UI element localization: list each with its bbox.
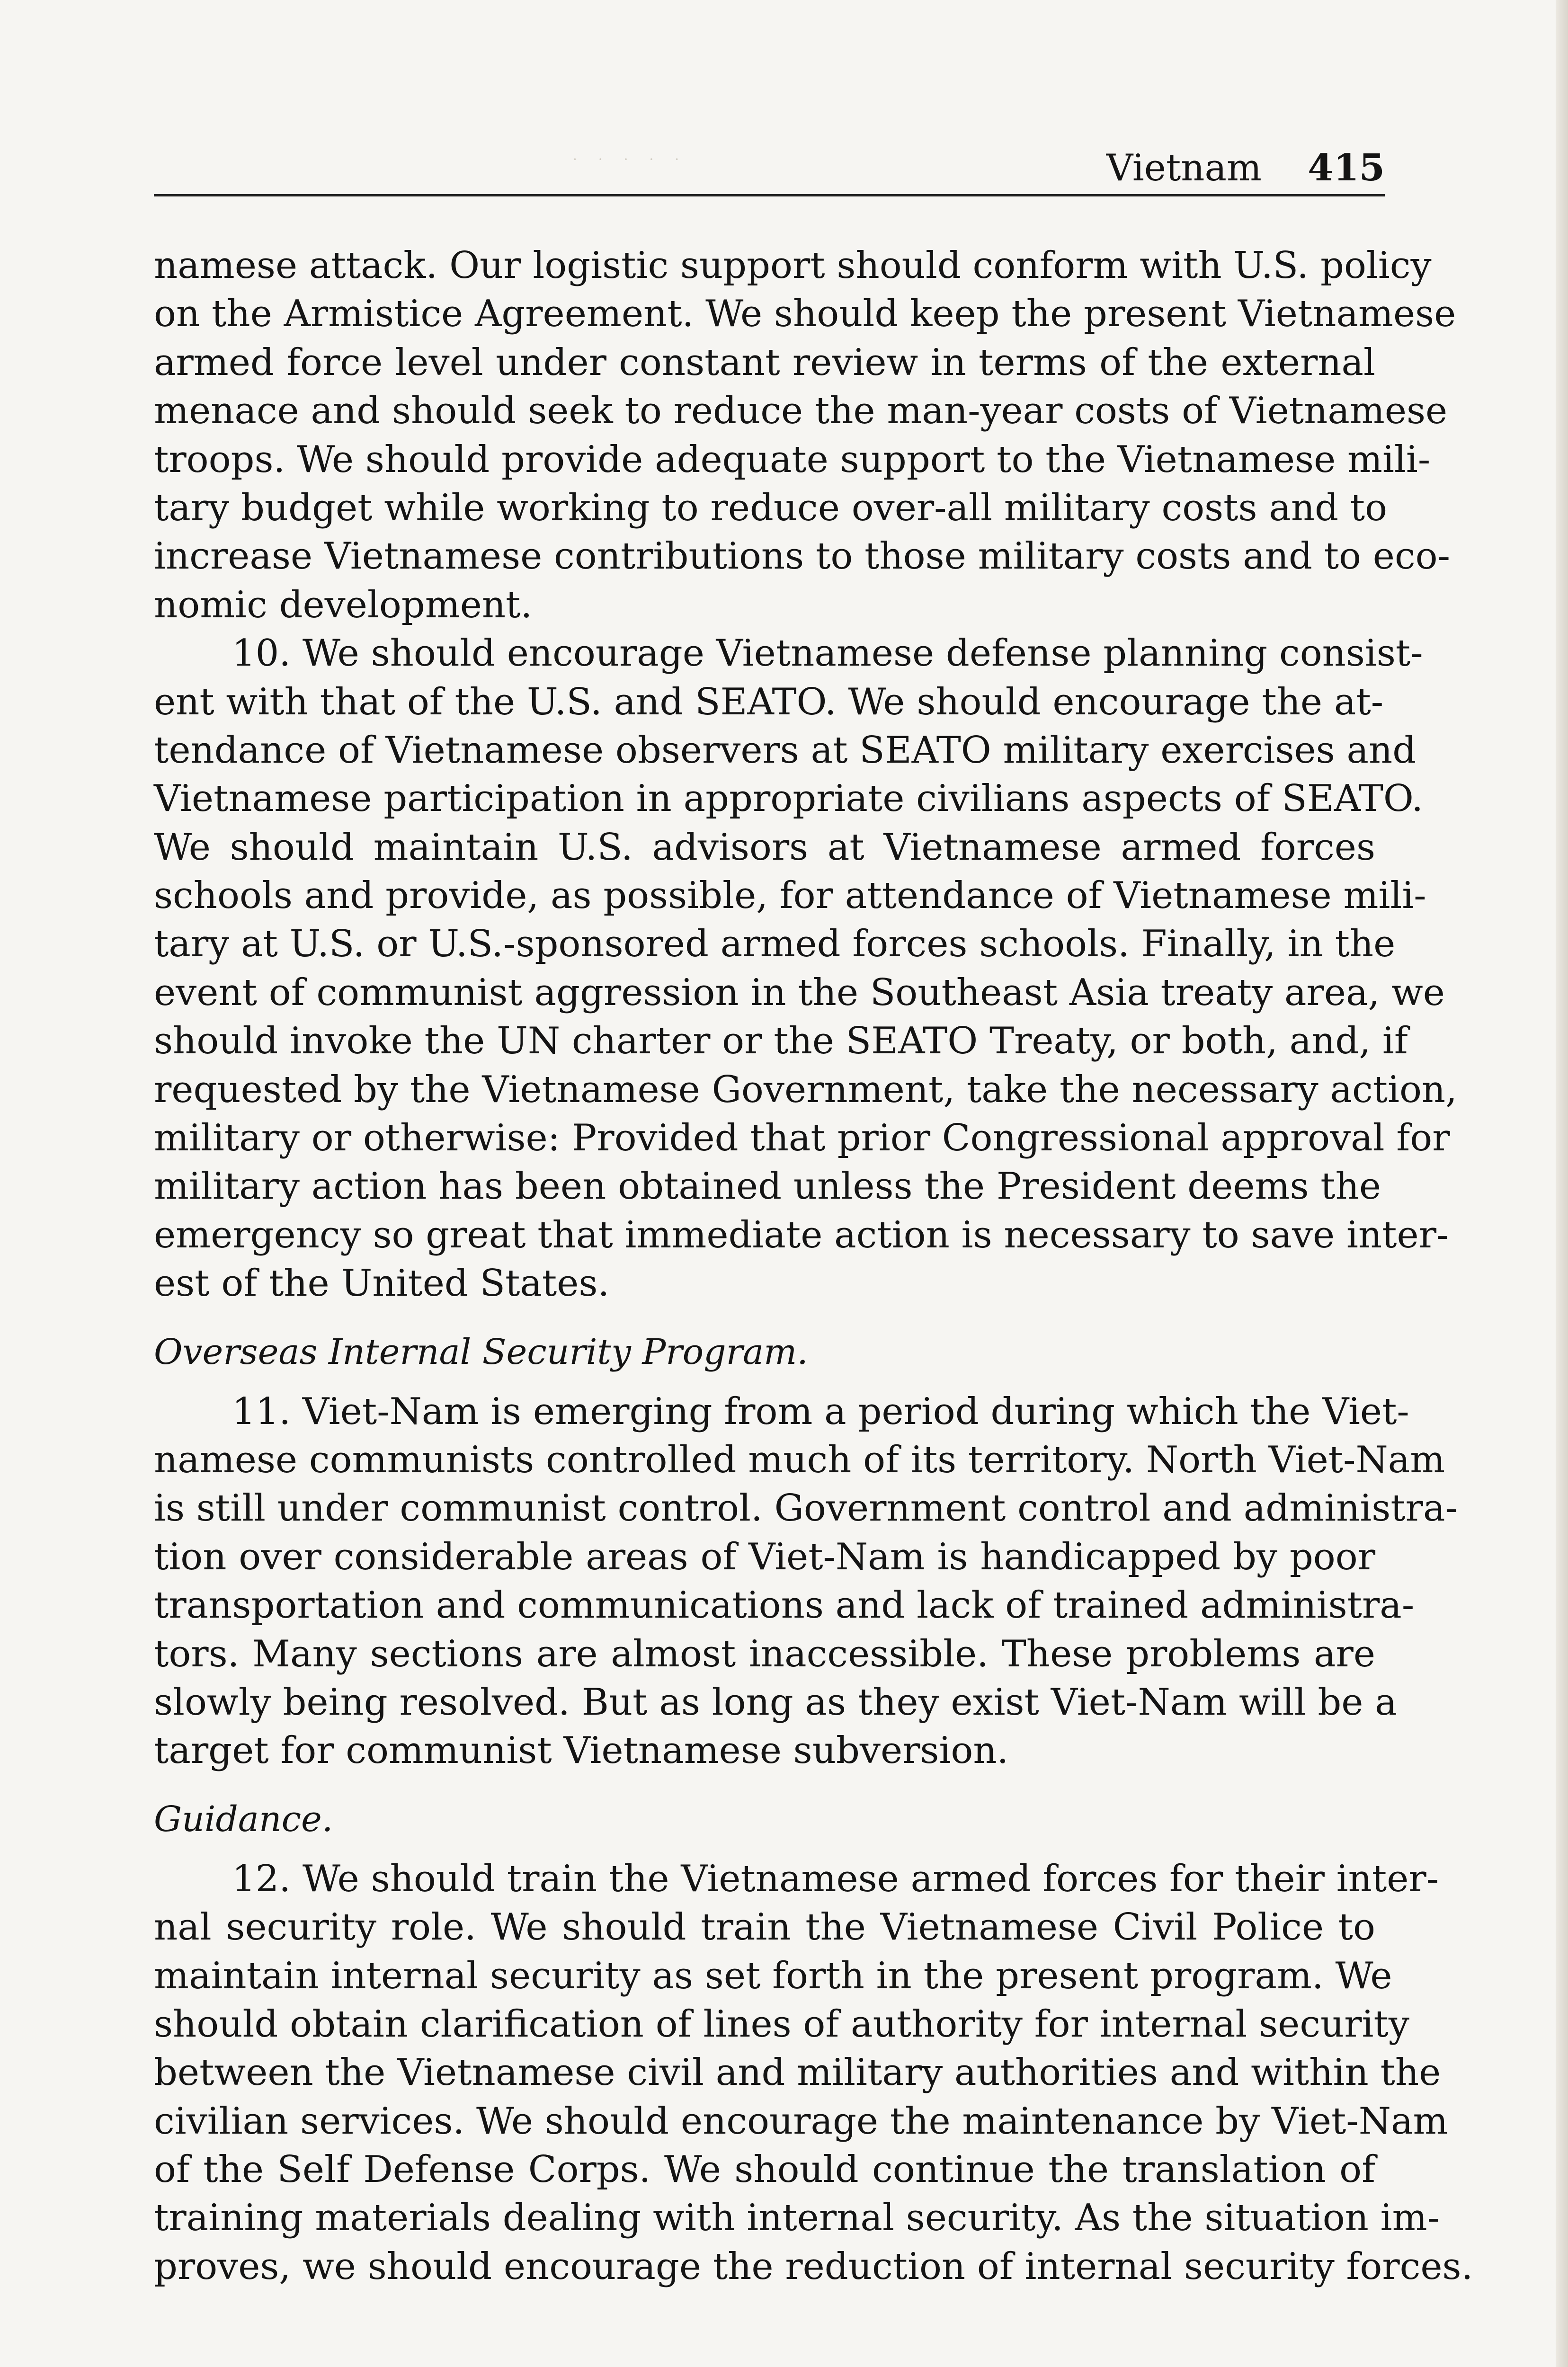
text-line: emergency so great that immediate action is necessary to save inter- bbox=[154, 1213, 1449, 1256]
paragraph-9-continuation bbox=[154, 241, 1456, 629]
text-line: ent with that of the U.S. and SEATO. We should encourage the at- bbox=[154, 680, 1384, 723]
text-line: requested by the Vietnamese Government, take the necessary action, bbox=[154, 1068, 1457, 1111]
text-line: 10. We should encourage Vietnamese defense planning consist- bbox=[232, 632, 1423, 675]
text-line: namese attack. Our logistic support should conform with U.S. policy bbox=[154, 244, 1432, 287]
text-line: military or otherwise: Provided that prior Congressional approval for bbox=[154, 1117, 1450, 1160]
text-line: armed force level under constant review in terms of the external bbox=[154, 341, 1375, 384]
text-line: proves, we should encourage the reduction of internal security forces. bbox=[154, 2245, 1473, 2288]
text-line: schools and provide, as possible, for attendance of Vietnamese mili- bbox=[154, 874, 1426, 917]
text-line: event of communist aggression in the Southeast Asia treaty area, we bbox=[154, 971, 1445, 1014]
text-line: of the Self Defense Corps. We should continue the translation of bbox=[154, 2148, 1375, 2191]
paragraph-12 bbox=[154, 1855, 1473, 2291]
section-heading-guidance: Guidance. bbox=[154, 1798, 333, 1840]
text-line: troops. We should provide adequate support to the Vietnamese mili- bbox=[154, 438, 1431, 481]
text-line: should invoke the UN charter or the SEATO Treaty, or both, and, if bbox=[154, 1020, 1408, 1063]
text-line: maintain internal security as set forth in the present program. We bbox=[154, 1954, 1392, 1997]
text-line: namese communists controlled much of its territory. North Viet-Nam bbox=[154, 1438, 1445, 1481]
paragraph-11 bbox=[154, 1388, 1458, 1775]
text-line: slowly being resolved. But as long as they exist Viet-Nam will be a bbox=[154, 1681, 1397, 1724]
text-line: We should maintain U.S. advisors at Vietnamese armed forces bbox=[154, 826, 1375, 869]
text-line: tion over considerable areas of Viet-Nam is handicapped by poor bbox=[154, 1535, 1375, 1578]
text-line: should obtain clarification of lines of authority for internal security bbox=[154, 2002, 1409, 2046]
text-line: military action has been obtained unless the President deems the bbox=[154, 1165, 1381, 1208]
running-head bbox=[154, 142, 1385, 196]
paragraph-10 bbox=[154, 629, 1457, 1308]
text-line: transportation and communications and lack of trained administra- bbox=[154, 1584, 1415, 1627]
text-line: Vietnamese participation in appropriate civilians aspects of SEATO. bbox=[154, 777, 1423, 820]
text-line: 12. We should train the Vietnamese armed forces for their inter- bbox=[232, 1857, 1439, 1900]
text-line: menace and should seek to reduce the man-year costs of Vietnamese bbox=[154, 390, 1448, 433]
text-line: training materials dealing with internal security. As the situation im- bbox=[154, 2197, 1440, 2240]
page-body bbox=[154, 241, 1473, 2291]
text-line: tendance of Vietnamese observers at SEATO military exercises and bbox=[154, 729, 1417, 772]
text-line: on the Armistice Agreement. We should keep the present Vietnamese bbox=[154, 293, 1456, 336]
running-title: Vietnam bbox=[1106, 147, 1262, 189]
text-line: nomic development. bbox=[154, 583, 533, 626]
text-line: civilian services. We should encourage the maintenance by Viet-Nam bbox=[154, 2100, 1448, 2143]
page-number: 415 bbox=[1308, 146, 1385, 189]
text-line: target for communist Vietnamese subversion. bbox=[154, 1729, 1009, 1772]
section-heading-overseas-internal-security: Overseas Internal Security Program. bbox=[154, 1331, 808, 1372]
text-line: tary budget while working to reduce over-all military costs and to bbox=[154, 486, 1388, 529]
text-line: increase Vietnamese contributions to those military costs and to eco- bbox=[154, 535, 1450, 578]
text-line: 11. Viet-Nam is emerging from a period during which the Viet- bbox=[232, 1390, 1409, 1433]
text-line: between the Vietnamese civil and military authorities and within the bbox=[154, 2051, 1441, 2094]
text-line: nal security role. We should train the Vietnamese Civil Police to bbox=[154, 1906, 1375, 1949]
text-line: tary at U.S. or U.S.-sponsored armed forces schools. Finally, in the bbox=[154, 923, 1396, 966]
text-line: is still under communist control. Government control and administra- bbox=[154, 1487, 1458, 1530]
scan-artifact: · · · · · bbox=[573, 151, 688, 167]
text-line: est of the United States. bbox=[154, 1262, 610, 1305]
page-edge-shadow bbox=[1556, 0, 1568, 2367]
text-line: tors. Many sections are almost inaccessible. These problems are bbox=[154, 1632, 1375, 1675]
